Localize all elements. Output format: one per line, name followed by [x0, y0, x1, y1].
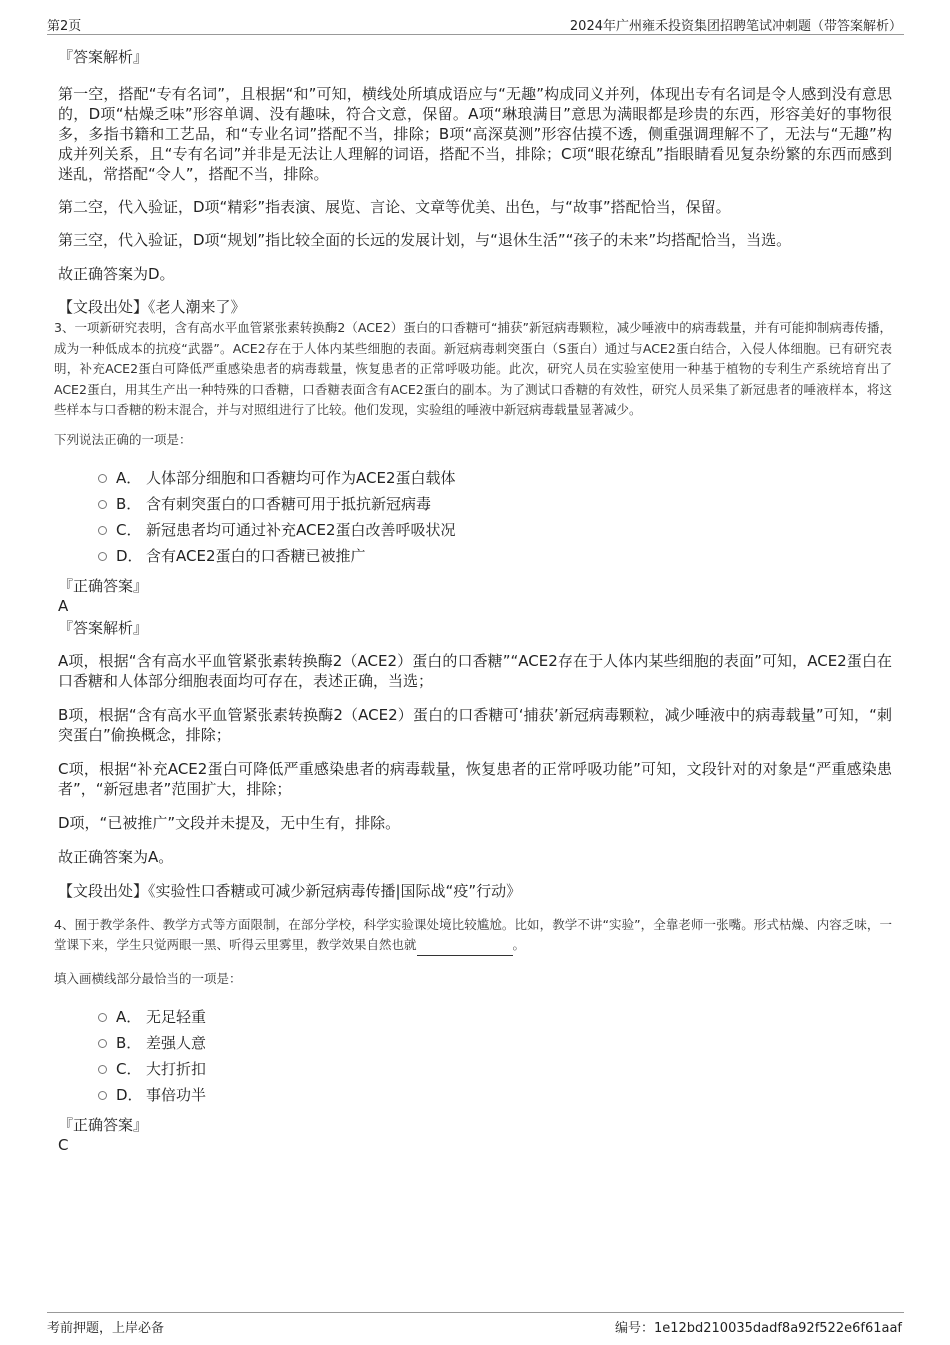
fill-in-blank [417, 941, 513, 956]
radio-button[interactable] [98, 552, 107, 561]
q2-explanation-paragraph: 第一空，搭配“专有名词”，且根据“和”可知，横线处所填成语应与“无趣”构成同义并列，体现出专有名词是令人感到没有意思的，D项“枯燥乏味”形容单调、没有趣味，符合文意，保留。A项“琳琅满目”意思为满眼都是珍贵的东西，形容美好的事物很多，多指书籍和工艺品，和“专业名词”搭配不当，排除；B项“高深莫测”形容估摸不透，侧重强调理解不了，无法与“无趣”构成并列关系，且“专有名词”并非是无法让人理解的词语，搭配不当，排除；C项“眼花缭乱”指眼睛看见复杂纷繁的东西而感到迷乱，常搭配“令人”，搭配不当，排除。 [58, 85, 892, 183]
page-content [54, 44, 892, 1155]
document-title: 2024年广州雍禾投资集团招聘笔试冲刺题（带答案解析） [569, 19, 902, 34]
q3-answer: A [58, 596, 69, 615]
q4-stem: 4、囿于教学条件、教学方式等方面限制，在部分学校，科学实验课处境比较尴尬。比如，教学不讲“实验”，全靠老师一张嘴。形式枯燥、内容乏味，一堂课下来，学生只觉两眼一黑、听得云里雾里，教学效果自然也就 。 [54, 915, 892, 956]
page-header [47, 12, 904, 35]
q3-explanation-paragraph: A项，根据“含有高水平血管紧张素转换酶2（ACE2）蛋白的口香糖”“ACE2存在于人体内某些细胞的表面”可知，ACE2蛋白在口香糖和人体部分细胞表面均可存在，表述正确，当选； [58, 651, 892, 690]
q2-explanation-paragraph: 第二空，代入验证，D项“精彩”指表演、展览、言论、文章等优美、出色，与“故事”搭配恰当，保留。 [58, 198, 731, 216]
radio-button[interactable] [98, 1065, 107, 1074]
page-footer [47, 1312, 904, 1335]
radio-button[interactable] [98, 500, 107, 509]
page-number: 第2页 [47, 19, 82, 34]
radio-button[interactable] [98, 1039, 107, 1048]
q2-conclusion: 故正确答案为D。 [58, 265, 175, 283]
q2-explanation-heading: 『答案解析』 [58, 48, 149, 66]
q2-explanation-paragraph: 第三空，代入验证，D项“规划”指比较全面的长远的发展计划，与“退休生活”“孩子的未来”均搭配恰当，当选。 [58, 231, 792, 249]
q3-options [58, 465, 892, 569]
q4-answer-heading: 『正确答案』 [58, 1115, 149, 1134]
q3-explanation-paragraph: B项，根据“含有高水平血管紧张素转换酶2（ACE2）蛋白的口香糖可‘捕获’新冠病毒颗粒，减少唾液中的病毒载量”可知，“刺突蛋白”偷换概念，排除； [58, 705, 892, 744]
q4-prompt: 填入画横线部分最恰当的一项是： [54, 970, 242, 986]
q3-explanation-heading: 『答案解析』 [58, 618, 149, 637]
q3-explanation-paragraph: C项，根据“补充ACE2蛋白可降低严重感染患者的病毒载量，恢复患者的正常呼吸功能”可知，文段针对的对象是“严重感染患者”，“新冠患者”范围扩大，排除； [58, 759, 892, 798]
q4-option-d[interactable]: D． 事倍功半 [58, 1082, 892, 1108]
q3-stem: 3、一项新研究表明，含有高水平血管紧张素转换酶2（ACE2）蛋白的口香糖可“捕获”新冠病毒颗粒，减少唾液中的病毒载量，并有可能抑制病毒传播，成为一种低成本的抗疫“武器”。ACE2存在于人体内某些细胞的表面。新冠病毒刺突蛋白（S蛋白）通过与ACE2蛋白结合，入侵人体细胞。已有研究表明，补充ACE2蛋白可降低严重感染患者的病毒载量，恢复患者的正常呼吸功能。此次，研究人员在实验室使用一种基于植物的专利生产系统培育出了ACE2蛋白，用其生产出一种特殊的口香糖，口香糖表面含有ACE2蛋白的副本。为了测试口香糖的有效性，研究人员采集了新冠患者的唾液样本，将这些样本与口香糖的粉末混合，并与对照组进行了比较。他们发现，实验组的唾液中新冠病毒载量显著减少。 [54, 320, 892, 417]
q3-explanation-paragraph: D项，“已被推广”文段并未提及，无中生有，排除。 [58, 813, 401, 832]
q2-source: 【文段出处】《老人潮来了》 [58, 298, 246, 316]
q3-source: 【文段出处】《实验性口香糖或可减少新冠病毒传播|国际战“疫”行动》 [58, 881, 522, 900]
q3-option-c[interactable]: C． 新冠患者均可通过补充ACE2蛋白改善呼吸状况 [58, 517, 892, 543]
footer-slogan: 考前押题，上岸必备 [47, 1321, 165, 1336]
document-code: 编号：1e12bd210035dadf8a92f522e6f61aaf [614, 1321, 902, 1336]
radio-button[interactable] [98, 474, 107, 483]
q4-option-b[interactable]: B． 差强人意 [58, 1030, 892, 1056]
q3-option-d[interactable]: D． 含有ACE2蛋白的口香糖已被推广 [58, 543, 892, 569]
q3-conclusion: 故正确答案为A。 [58, 847, 174, 866]
q4-option-a[interactable]: A． 无足轻重 [58, 1004, 892, 1030]
radio-button[interactable] [98, 1091, 107, 1100]
radio-button[interactable] [98, 526, 107, 535]
radio-button[interactable] [98, 1013, 107, 1022]
q4-option-c[interactable]: C． 大打折扣 [58, 1056, 892, 1082]
q3-answer-heading: 『正确答案』 [58, 576, 149, 595]
q3-prompt: 下列说法正确的一项是： [54, 431, 192, 447]
q3-option-b[interactable]: B． 含有刺突蛋白的口香糖可用于抵抗新冠病毒 [58, 491, 892, 517]
q4-answer: C [58, 1135, 69, 1154]
q3-option-a[interactable]: A． 人体部分细胞和口香糖均可作为ACE2蛋白载体 [58, 465, 892, 491]
q4-options [58, 1004, 892, 1108]
